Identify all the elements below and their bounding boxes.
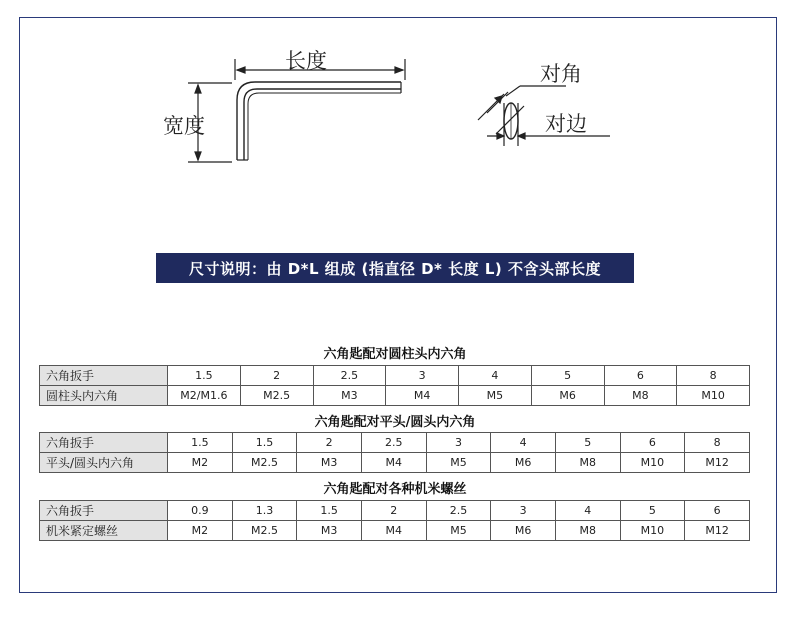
row-label: 圆柱头内六角 (40, 386, 168, 406)
table-row (40, 501, 750, 521)
table-cell: M2.5 (232, 453, 297, 473)
table-cell: M8 (555, 453, 620, 473)
table-cell: 8 (677, 366, 750, 386)
table-row (40, 433, 750, 453)
table-cell: M8 (604, 386, 677, 406)
table-cell: M4 (386, 386, 459, 406)
table-cell: 5 (620, 501, 685, 521)
table-cell: 3 (491, 501, 556, 521)
table-cell: 6 (604, 366, 677, 386)
table-row (40, 521, 750, 541)
table-cell: 2 (361, 501, 426, 521)
table-cell: 8 (685, 433, 750, 453)
table-cell: M6 (531, 386, 604, 406)
table-1-title: 六角匙配对圆柱头内六角 (323, 347, 467, 362)
table-cell: M2.5 (232, 521, 297, 541)
table-row (40, 366, 750, 386)
row-label: 六角扳手 (40, 366, 168, 386)
table-cell: M10 (620, 453, 685, 473)
table-cell: 3 (386, 366, 459, 386)
diagonal-label: 对角 (540, 62, 582, 86)
table-cell: M2 (168, 521, 233, 541)
row-label: 平头/圆头内六角 (40, 453, 168, 473)
flat-label: 对边 (545, 112, 587, 136)
table-2-title: 六角匙配对平头/圆头内六角 (314, 415, 476, 430)
row-label: 六角扳手 (40, 433, 168, 453)
table-cell: 2.5 (426, 501, 491, 521)
table-cell: 3 (426, 433, 491, 453)
table-cell: 2 (297, 433, 362, 453)
row-label: 六角扳手 (40, 501, 168, 521)
length-label: 长度 (285, 49, 327, 73)
table-1 (39, 365, 750, 406)
table-cell: M4 (361, 453, 426, 473)
table-cell: M6 (491, 521, 556, 541)
table-cell: 2.5 (361, 433, 426, 453)
table-cell: M10 (620, 521, 685, 541)
row-label: 机米紧定螺丝 (40, 521, 168, 541)
table-cell: M5 (426, 453, 491, 473)
table-3-title: 六角匙配对各种机米螺丝 (323, 482, 467, 497)
table-cell: 2 (240, 366, 313, 386)
table-cell: 5 (555, 433, 620, 453)
table-cell: 0.9 (168, 501, 233, 521)
table-2 (39, 432, 750, 473)
table-cell: 1.3 (232, 501, 297, 521)
table-cell: M12 (685, 453, 750, 473)
table-cell: 5 (531, 366, 604, 386)
table-cell: M5 (459, 386, 532, 406)
table-cell: 1.5 (168, 433, 233, 453)
table-cell: M2.5 (240, 386, 313, 406)
table-cell: 1.5 (168, 366, 241, 386)
table-cell: M10 (677, 386, 750, 406)
table-cell: M3 (313, 386, 386, 406)
table-cell: M5 (426, 521, 491, 541)
table-cell: 4 (555, 501, 620, 521)
table-cell: 1.5 (232, 433, 297, 453)
table-cell: M4 (361, 521, 426, 541)
table-row (40, 386, 750, 406)
table-cell: M12 (685, 521, 750, 541)
table-cell: M2 (168, 453, 233, 473)
table-cell: M3 (297, 521, 362, 541)
table-cell: M2/M1.6 (168, 386, 241, 406)
size-description-banner: 尺寸说明：由 D*L 组成 (指直径 D* 长度 L) 不含头部长度 (156, 253, 634, 283)
table-cell: 1.5 (297, 501, 362, 521)
table-cell: 6 (620, 433, 685, 453)
table-cell: 2.5 (313, 366, 386, 386)
table-cell: M8 (555, 521, 620, 541)
table-cell: 4 (459, 366, 532, 386)
table-cell: M6 (491, 453, 556, 473)
table-3 (39, 500, 750, 541)
table-cell: 6 (685, 501, 750, 521)
table-cell: 4 (491, 433, 556, 453)
table-row (40, 453, 750, 473)
table-cell: M3 (297, 453, 362, 473)
width-label: 宽度 (163, 114, 205, 138)
